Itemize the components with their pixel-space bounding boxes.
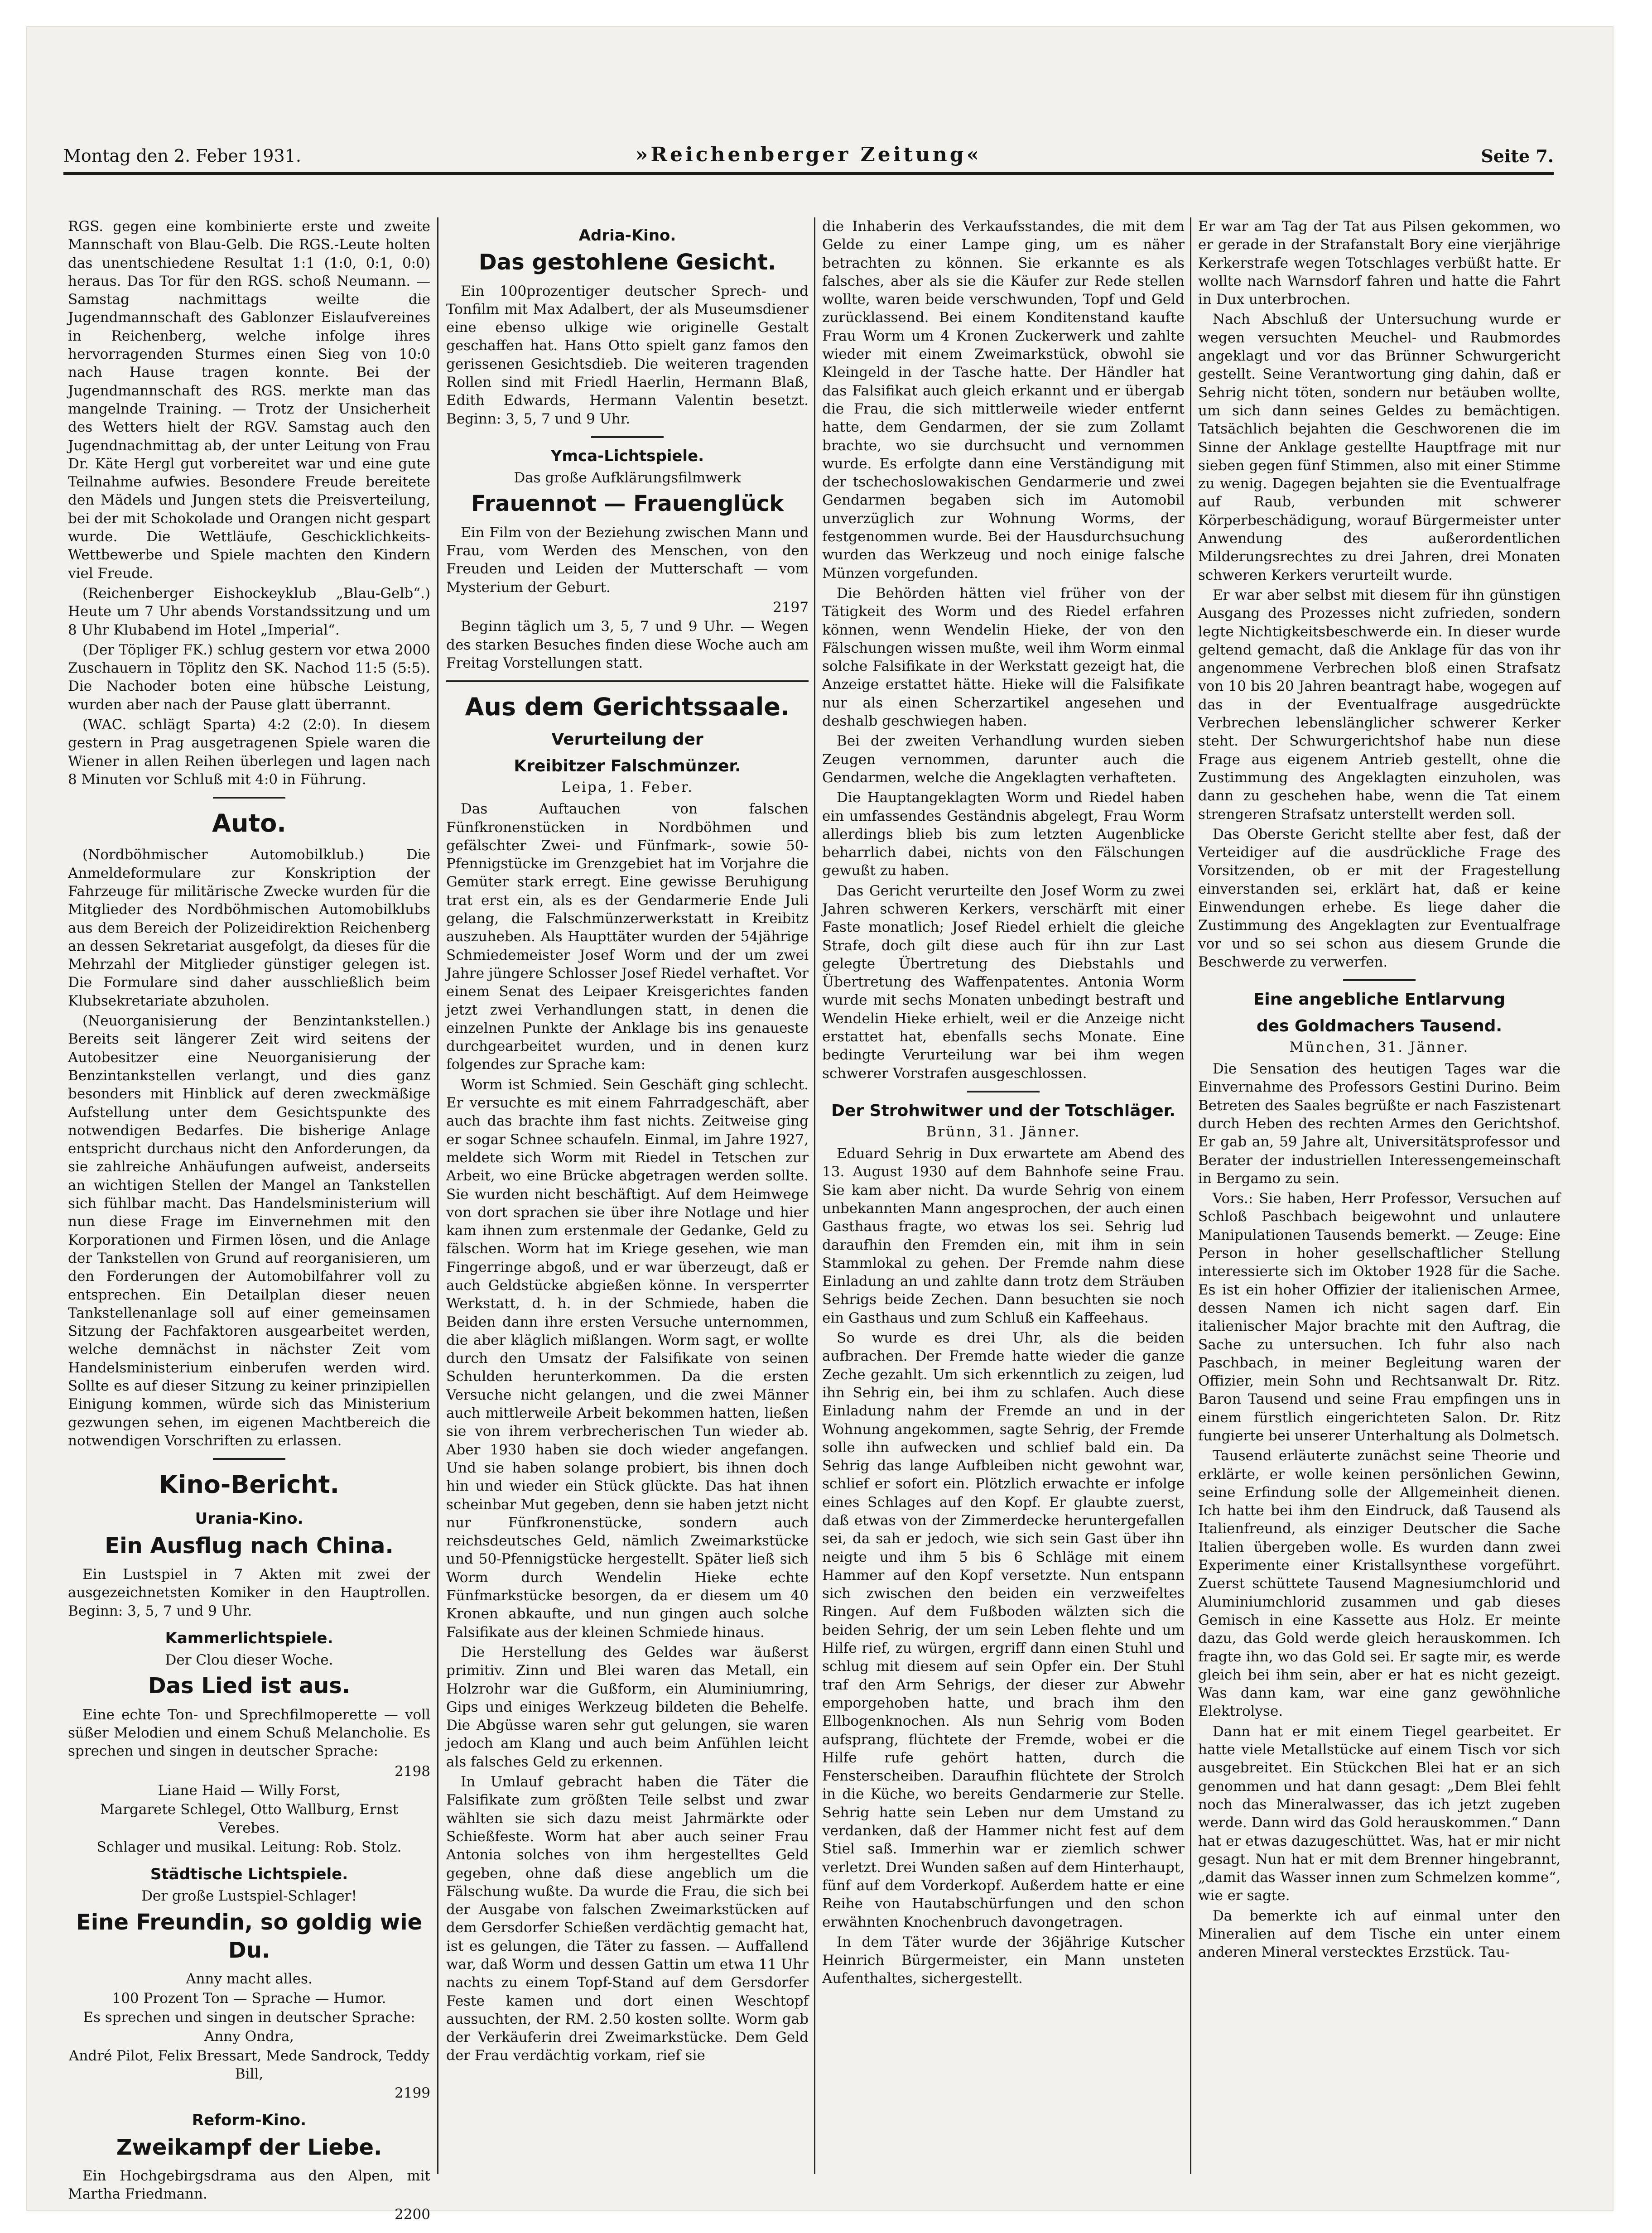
section-divider xyxy=(967,1091,1040,1092)
sport-paragraph: RGS. gegen eine kombinierte erste und zweite Mannschaft von Blau-Gelb. Die RGS.-Leute holten das unentschiedene Resultat 1:1 (1:0, 0:1, 0:0) heraus. Das Tor für den RGS. schoß Neumann. — Samstag nachmittags weilte die Jugendmannschaft des Gablonzer Eislaufvereines in Reichenberg, welche infolge ihres hervorragenden Sturmes einen Sieg von 10:0 nach Hause tragen konnte. Bei der Jugendmannschaft des RGS. merkte man das mangelnde Training. — Trotz der Unsicherheit des Wetters hielt der RGV. Samstag auch den Jugendnachmittag ab, der unter Leitung von Frau Dr. Käte Hergl gut vorbereitet war und eine gute Teilnahme aufwies. Besondere Freude bereitete den Mädels und Jungen stets die Preisverteilung, bei der mit Schokolade und Orangen nicht gespart wurde. Die Wettläufe, Geschicklichkeits-Wettbewerbe und Spiele machten den Kindern viel Freude. xyxy=(68,218,430,582)
film-title: Ein Ausflug nach China. xyxy=(105,1533,394,1559)
article-paragraph: In Umlauf gebracht haben die Täter die Falsifikate zum größten Teile selbst und zwar wählten sie sich dazu meist Jahrmärkte oder Schießfeste. Worm hat aber auch seiner Frau Antonia solches von ihm hergestelltes Geld gegeben, ohne daß diese angeblich um die Fälschung wußte. Da wurde die Frau, die sich bei der Ausgabe von falschen Zweimarkstücken auf dem Gersdorfer Schießen verdächtig gemacht hat, ist es gelungen, die Täter zu fassen. — Auffallend war, daß Worm und dessen Gattin um etwa 11 Uhr nachts zu einem Topf-Stand auf dem Gersdorfer Feste kamen und dort einen Weschtopf aussuchten, der RM. 2.50 kosten sollte. Worm gab der Verkäuferin drei Zweimarkstücke. Dem Geld der Frau verdächtig vorkam, rief sie xyxy=(446,1774,809,2064)
article-dateline: Brünn, 31. Jänner. xyxy=(926,1123,1081,1140)
article-paragraph: Das Auftauchen von falschen Fünfkronenstücken in Nordböhmen und gefälschter Zwei- und Fünfmark-, sowie 50-Pfennigstücke im Grenzgebiet hat im Vorjahre die Gemüter stark erregt. Eine gewisse Beruhigung trat erst ein, als es der Gendarmerie Ende Juli gelang, die Falschmünzerwerkstatt in Kreibitz auszuheben. Als Haupttäter wurden der 54jährige Schmiedemeister Josef Worm und der um zwei Jahre jüngere Schlosser Josef Riedel verhaftet. Vor einem Senat des Leipaer Kreisgerichtes fanden jetzt zwei Verhandlungen statt, in denen die einzelnen Punkte der Anklage bis ins genaueste durchgearbeitet wurden, und in denen kurz folgendes zur Sprache kam: xyxy=(446,801,809,1073)
column-3 xyxy=(822,217,1185,2174)
film-title: Eine Freundin, so goldig wie Du. xyxy=(76,1909,423,1963)
cinema-name: Adria-Kino. xyxy=(578,226,676,245)
film-kicker: Das große Aufklärungsfilmwerk xyxy=(514,470,741,486)
section-divider xyxy=(213,797,285,799)
ad-number: 2200 xyxy=(395,2206,430,2223)
film-description: Eine echte Ton- und Sprechfilmoperette — voll süßer Melodien und einem Schuß Melancholie. Es sprechen und singen in deutscher Sprache: xyxy=(68,1706,430,1760)
column-rule xyxy=(814,217,815,2174)
article-paragraph: Da bemerkte ich auf einmal unter den Mineralien auf dem Tische ein unter einem anderen Mineral verstecktes Erzstück. Tau- xyxy=(1198,1907,1560,1961)
page-number: Seite 7. xyxy=(1481,146,1554,166)
sport-notice: (Der Töpliger FK.) schlug gestern vor etwa 2000 Zuschauern in Töplitz den SK. Nachod 11:5 (5:5). Die Nachoder boten eine hübsche Leistung, wurden aber nach der Pause glatt überrannt. xyxy=(68,641,430,713)
cinema-name: Kammerlichtspiele. xyxy=(165,1629,333,1647)
newspaper-page xyxy=(27,27,1613,2223)
article-paragraph: Die Herstellung des Geldes war äußerst primitiv. Zinn und Blei waren das Metall, ein Holzrohr war die Gußform, ein Aluminiumring, Gips und einiges Werkzeug bildeten die Behelfe. Die Abgüsse waren sehr gut gelungen, sie waren jedoch am Klang und auch beim Anfühlen leicht als falsches Geld zu erkennen. xyxy=(446,1644,809,1770)
article-paragraph: In dem Täter wurde der 36jährige Kutscher Heinrich Bürgermeister, ein Mann unsteten Aufenthaltes, sichergestellt. xyxy=(822,1934,1185,1987)
section-rule xyxy=(446,680,809,682)
section-heading-court: Aus dem Gerichtssaale. xyxy=(465,693,790,722)
film-line: Anny Ondra, xyxy=(204,2028,294,2045)
section-heading-kino: Kino-Bericht. xyxy=(159,1470,339,1499)
article-paragraph: Er war aber selbst mit diesem für ihn günstigen Ausgang des Prozesses nicht zufrieden, sondern legte Nichtigkeitsbeschwerde ein. In dieser wurde geltend gemacht, daß die Anklage für das von ihr angenommene Verbrechen bloß einen Strafsatz von 10 bis 20 Jahren beantragt habe, wogegen auf das in der Eventualfrage ausgedrückte Verbrechen lebenslänglicher schwerer Kerker steht. Der Schwurgerichtshof habe nun diese Frage aus eigenem Antrieb gestellt, ohne die Zustimmung des Angeklagten einzuholen, was dann zu geschehen habe, wenn die Tat einem strengeren Strafsatz unterstellt werden soll. xyxy=(1198,587,1560,823)
film-description: Ein Film von der Beziehung zwischen Mann und Frau, vom Werden des Menschen, von den Freuden und Leiden der Mutterschaft — vom Mysterium der Geburt. xyxy=(446,524,809,596)
auto-notice: (Neuorganisierung der Benzintankstellen.) Bereits seit längerer Zeit wird seitens der Autobesitzer eine Neuorganisierung der Benzintankstellen verlangt, und dies ganz besonders mit Hinblick auf deren zweckmäßige Aufstellung unter dem Gesichtspunkte des notwendigen Bedarfes. Die bisherige Anlage entspricht durchaus nicht den Anforderungen, da sie zahlreiche Anhäufungen aufweist, anderseits an wichtigen Stellen der Mangel an Tankstellen sich fühlbar macht. Das Handelsministerium will nun diese Frage im Einvernehmen mit den Korporationen und Firmen lösen, und die Anlage der Tankstellen von Grund auf reorganisieren, um den Forderungen der Automobilfahrer voll zu entsprechen. Ein Detailplan dieser neuen Tankstellenanlage soll auf einer gemeinsamen Sitzung der Fachfaktoren ausgearbeitet werden, welche demnächst in nächster Zeit vom Handelsministerium einberufen werden wird. Sollte es auf dieser Sitzung zu keiner prinzipiellen Einigung kommen, würde sich das Ministerium gezwungen sehen, im eigenen Machtbereich die notwendigen Vorschriften zu erlassen. xyxy=(68,1013,430,1449)
article-paragraph: Worm ist Schmied. Sein Geschäft ging schlecht. Er versuchte es mit einem Fahrradgeschäft, aber auch das brachte ihm fast nichts. Zeitweise ging er sogar Schnee schaufeln. Einmal, im Jahre 1927, meldete sich Worm mit Riedel in Tetschen zur Arbeit, wo eine Brücke abgetragen werden sollte. Sie wurden nicht beschäftigt. Auf dem Heimwege von dort sprachen sie über ihre Notlage und hier kam ihnen zum erstenmale der Gedanke, Geld zu fälschen. Worm hat im Kriege gesehen, wie man Fingerringe abgoß, und er war überzeugt, daß er auch Geldstücke abgießen könne. In versperrter Werkstatt, d. h. in der Schmiede, haben die Beiden dann ihre ersten Versuche unternommen, die aber kläglich mißlangen. Worm sagt, er wollte durch den Umsatz der Falsifikate von seinen Schulden herunterkommen. Da die ersten Versuche nicht gelangen, und die zwei Männer auch mittlerweile Arbeit bekommen hatten, ließen sie von ihrem verbrecherischen Tun wieder ab. Aber 1930 haben sie doch wieder angefangen. Und sie haben solange probiert, bis ihnen doch hin und wieder ein Stück glückte. Das hat ihnen scheinbar Mut gegeben, denn sie haben jetzt nicht nur Fünfkronenstücke, sondern auch reichsdeutsches Geld, nämlich Zweimarkstücke und 50-Pfennigstücke hergestellt. Später ließ sich Worm durch Wendelin Hieke echte Fünfmarkstücke besorgen, da er diesem um 40 Kronen abkaufte, und nun gingen auch solche Falsifikate aus der kleinen Schmiede hinaus. xyxy=(446,1076,809,1641)
film-line: 100 Prozent Ton — Sprache — Humor. xyxy=(112,1990,386,2007)
section-divider xyxy=(213,1458,285,1460)
film-kicker: Der Clou dieser Woche. xyxy=(165,1652,333,1669)
article-paragraph: Das Gericht verurteilte den Josef Worm zu zwei Jahren schweren Kerkers, verschärft mit einer Faste monatlich; Josef Riedel erhielt die gleiche Strafe, doch gilt diese auch für ihn zur Last gelegte Übertretung des Diebstahls und Übertretung des Waffenpatentes. Antonia Worm wurde mit sechs Monaten unbedingt bestraft und Wendelin Hieke erhielt, weil er die Anzeige nicht erstattet hat, ebenfalls sechs Monate. Eine bedingte Verurteilung war bei ihm wegen schwerer Vorstrafen ausgeschlossen. xyxy=(822,882,1185,1082)
auto-notice: (Nordböhmischer Automobilklub.) Die Anmeldeformulare zur Konskription der Fahrzeuge für militärische Zwecke wurden für die Mitglieder des Nordböhmischen Automobilklubs aus dem Bereich der Polizeidirektion Reichenberg an dessen Sekretariat ausgefolgt, da dieses für die Mehrzahl der Mitglieder günstiger gelegen ist. Die Formulare sind daher ausschließlich beim Klubsekretariate abzuholen. xyxy=(68,847,430,1009)
section-divider xyxy=(1343,979,1416,981)
film-title: Das Lied ist aus. xyxy=(148,1673,351,1699)
cinema-name: Ymca-Lichtspiele. xyxy=(550,447,704,465)
column-rule xyxy=(437,217,438,2174)
article-paragraph: Bei der zweiten Verhandlung wurden sieben Zeugen vernommen, darunter auch die Gendarmen, welche die Angeklagten verhafteten. xyxy=(822,733,1185,786)
article-paragraph: Vors.: Sie haben, Herr Professor, Versuchen auf Schloß Paschbach beigewohnt und unlautere Manipulationen Tausends bemerkt. — Zeuge: Eine Person in hoher gesellschaftlicher Stellung interessierte sich im Oktober 1928 für die Sache. Es ist ein hoher Offizier der italienischen Armee, dessen Namen ich nicht sagen darf. Ein italienischer Major brachte mit den Auftrag, die Sache zu untersuchen. Ich fuhr also nach Paschbach, in meiner Begleitung waren der Offizier, mein Sohn und Rechtsanwalt Dr. Ritz. Baron Tausend und seine Frau empfingen uns in einem fürstlich eingerichteten Salon. Dr. Ritz fungierte bei unserer Unterhaltung als Dolmetsch. xyxy=(1198,1190,1560,1444)
article-paragraph: Eduard Sehrig in Dux erwartete am Abend des 13. August 1930 auf dem Bahnhofe seine Frau. Sie kam aber nicht. Da wurde Sehrig von einem unbekannten Mann angesprochen, der auch einen Gasthaus fragte, wo etwas los sei. Sehrig lud daraufhin den Fremden ein, mit ihm in sein Stammlokal zu gehen. Der Fremde nahm diese Einladung an und zahlte dann trotz dem Sträuben Sehrigs beide Zechen. Dann besuchten sie noch ein Gasthaus und zum Schluß ein Kaffeehaus. xyxy=(822,1145,1185,1326)
film-title: Zweikampf der Liebe. xyxy=(116,2134,382,2160)
newspaper-title: »Reichenberger Zeitung« xyxy=(635,143,982,166)
issue-date: Montag den 2. Feber 1931. xyxy=(63,146,301,166)
article-paragraph: Tausend erläuterte zunächst seine Theorie und erklärte, er wolle keinen persönlichen Gewinn, seine Erfindung solle der Allgemeinheit dienen. Ich hatte bei ihm den Eindruck, daß Tausend als Italienfreund, als einziger Deutscher die Sache Italien übergeben wolle. Es wurden dann zwei Experimente einer Kristallsynthese vorgeführt. Zuerst schüttete Tausend Magnesiumchlorid und Aluminiumchlorid zusammen und gab dieses Gemisch in eine Kassette aus Holz. Er meinte dazu, das Gold werde gleich herauskommen. Ich fragte ihn, wo das Gold sei. Er sagte mir, es werde gleich bei ihm sein, aber er hat es nicht gezeigt. Was dann kam, war eine ganz gewöhnliche Elektrolyse. xyxy=(1198,1448,1560,1720)
film-cast: Liane Haid — Willy Forst, xyxy=(158,1782,341,1799)
cinema-name: Städtische Lichtspiele. xyxy=(150,1865,348,1884)
column-rule xyxy=(1190,217,1191,2174)
article-paragraph: Die Behörden hätten viel früher von der Tätigkeit des Worm und des Riedel erfahren können, wenn Wendelin Hieke, der von den Fälschungen wissen mußte, weil ihm Worm einmal solche Falsifikate in der Werkstatt gezeigt hat, die Anzeige erstattet hätte. Hieke will die Falsifikate nur als einen Scherzartikel angesehen und deshalb geschwiegen haben. xyxy=(822,585,1185,730)
article-paragraph: Die Sensation des heutigen Tages war die Einvernahme des Professors Gestini Durino. Beim Betreten des Saales begrüßte er nach Faszistenart durch Heben des rechten Armes den Gerichtshof. Er gab an, 59 Jahre alt, Universitätsprofessor und Berater der industriellen Interessengemeinschaft in Bergamo zu sein. xyxy=(1198,1061,1560,1187)
column-2 xyxy=(446,217,809,2174)
article-dateline: Leipa, 1. Feber. xyxy=(561,779,694,795)
section-heading-auto: Auto. xyxy=(212,809,286,838)
article-paragraph: die Inhaberin des Verkaufsstandes, die mit dem Gelde zu einer Lampe ging, um es näher betrachten zu können. Sie erkannte es als falsches, aber als sie die Käufer zur Rede stellen wollte, waren beide verschwunden, Topf und Geld zurücklassend. Bei einem Konditenstand kaufte Frau Worm um 4 Kronen Zuckerwerk und zahlte wieder mit einem Zweimarkstück, obwohl sie Kleingeld in der Tasche hatte. Der Händler hat das Falsifikat auch gleich erkannt und er übergab die Frau, die sich mittlerweile wieder entfernt hatte, dem Gendarmen, der sie zum Zollamt brachte, wo sie durchsucht und vernommen wurde. Es erfolgte dann eine Verständigung mit der tschechoslowakischen Gendarmerie und zwei Gendarmen begaben sich im Automobil unverzüglich zur Wohnung Worms, der festgenommen wurde. Bei der Hausdurchsuchung wurden das Werkzeug und noch einige falsche Münzen vorgefunden. xyxy=(822,218,1185,582)
article-paragraph: Die Hauptangeklagten Worm und Riedel haben ein umfassendes Geständnis abgelegt, Frau Worm allerdings blieb bis zum letzten Augenblicke beharrlich dabei, nichts von den Fälschungen gewußt zu haben. xyxy=(822,789,1185,879)
column-1 xyxy=(68,217,430,2223)
article-paragraph: Das Oberste Gericht stellte aber fest, daß der Verteidiger auf die ausdrückliche Frage des Vorsitzenden, ob er mit der Fragestellung einverstanden sei, erklärt hat, daß er keine Einwendungen erhebe. Es liege daher die Zustimmung des Angeklagten zur Eventualfrage vor und so sei schon aus diesem Grunde die Beschwerde zu verwerfen. xyxy=(1198,826,1560,970)
film-title: Frauennot — Frauenglück xyxy=(471,491,784,517)
film-title: Das gestohlene Gesicht. xyxy=(478,250,776,275)
film-cast: Margarete Schlegel, Otto Wallburg, Ernst Verebes. xyxy=(100,1801,399,1836)
film-line: Anny macht alles. xyxy=(186,1971,313,1988)
article-paragraph: Dann hat er mit einem Tiegel gearbeitet. Er hatte viele Metallstücke auf einem Tisch vor sich ausgebreitet. Ein Stückchen Blei hat er an sich genommen und hat dann gesagt: „Dem Blei fehlt noch das Mineralwasser, das ich jetzt zugeben werde. Dann wird das Gold herauskommen.“ Dann hat er etwas dazugeschüttet. Was, hat er mir nicht gesagt. Nun hat er mit dem Brenner hingebrannt, „damit das Wasser innen zum Schmelzen komme“, wie er sagte. xyxy=(1198,1723,1560,1904)
article-title: Eine angebliche Entlarvung xyxy=(1253,990,1506,1009)
cinema-name: Reform-Kino. xyxy=(192,2111,307,2130)
cinema-name: Urania-Kino. xyxy=(195,1510,303,1528)
article-paragraph: Er war am Tag der Tat aus Pilsen gekommen, wo er gerade in der Strafanstalt Bory eine vierjährige Kerkerstrafe wegen Totschlages verbüßt hatte. Er wollte nach Warnsdorf fahren und hatte die Fahrt in Dux unterbrochen. xyxy=(1198,218,1560,308)
ad-number: 2198 xyxy=(395,1763,430,1780)
film-line: Es sprechen und singen in deutscher Sprache: xyxy=(83,2009,415,2026)
film-description: Ein Lustspiel in 7 Akten mit zwei der ausgezeichnetsten Komiker in den Hauptrollen. Beginn: 3, 5, 7 und 9 Uhr. xyxy=(68,1566,430,1619)
film-schedule: Beginn täglich um 3, 5, 7 und 9 Uhr. — Wegen des starken Besuches finden diese Woche auch am Freitag Vorstellungen statt. xyxy=(446,618,809,671)
film-credits: Schlager und musikal. Leitung: Rob. Stolz. xyxy=(96,1838,402,1855)
ad-number: 2197 xyxy=(773,599,809,616)
film-description: Ein Hochgebirgsdrama aus den Alpen, mit Martha Friedmann. xyxy=(68,2168,430,2203)
article-paragraph: Nach Abschluß der Untersuchung wurde er wegen versuchten Meuchel- und Raubmordes angeklagt und vor das Brünner Schwurgericht gestellt. Seine Verantwortung ging dahin, daß er Sehrig nicht töten, sondern nur betäuben wollte, um sich dann seines Geldes zu bemächtigen. Tatsächlich bejahten die Geschworenen die im Sinne der Anklage gestellte Hauptfrage mit nur sieben gegen fünf Stimmen, also mit einer Stimme zu wenig. Dagegen bejahten sie die Eventualfrage auf Raub, verbunden mit schwerer Körperbeschädigung, worauf Bürgermeister unter Anwendung des außerordentlichen Milderungsrechtes zu drei Jahren, drei Monaten schweren Kerkers verurteilt wurde. xyxy=(1198,311,1560,583)
column-4 xyxy=(1198,217,1560,2174)
article-title: Verurteilung der xyxy=(551,730,703,749)
article-paragraph: So wurde es drei Uhr, als die beiden aufbrachen. Der Fremde hatte wieder die ganze Zeche gezahlt. Um sich erkenntlich zu zeigen, lud ihn Sehrig ein, bei ihm zu schlafen. Auch diese Einladung nahm der Fremde an und in der Wohnung angekommen, sagte Sehrig, der Fremde solle ihn aufwecken und schlief bald ein. Da Sehrig das lange Aufbleiben nicht gewohnt war, schlief er sofort ein. Plötzlich erwachte er infolge eines Schlages auf den Kopf. Er glaubte zuerst, daß etwas von der Zimmerdecke heruntergefallen sei, da sah er jedoch, wie sich sein Gast über ihn neigte und ihm 5 bis 6 Schläge mit einem Hammer auf den Kopf versetzte. Nun entspann sich zwischen den beiden ein verzweifeltes Ringen. Auf dem Fußboden wälzten sich die beiden Sehrig, der um sein Leben flehte und um Hilfe rief, zu würgen, ergriff dann einen Stuhl und schlug mit diesem auf sein Opfer ein. Der Stuhl traf den Arm Sehrigs, der dieser zur Abwehr emporgehoben hatte, und brach ihm den Ellbogenknochen. Als nun Sehrig vom Boden aufsprang, flüchtete der Fremde, wobei er die Hilfe rufe gehört hatten, durch die Fensterscheiben. Daraufhin flüchtete der Strolch in die Küche, wo bereits Gendarmerie zur Stelle. Sehrig hatte sein Leben nur dem Umstand zu verdanken, daß der Hammer nicht fest auf dem Stiel saß. Immerhin war er ziemlich schwer verletzt. Drei Wunden saßen auf dem Hinterhaupt, fünf auf dem Vorderkopf. Außerdem hatte er eine Reihe von Hautabschürfungen und den schon erwähnten Knochenbruch davongetragen. xyxy=(822,1330,1185,1930)
film-kicker: Der große Lustspiel-Schlager! xyxy=(141,1888,357,1905)
ad-number: 2199 xyxy=(395,2085,430,2102)
article-title: Der Strohwitwer und der Totschläger. xyxy=(831,1101,1175,1120)
film-cast: André Pilot, Felix Bressart, Mede Sandrock, Teddy Bill, xyxy=(68,2047,430,2082)
article-title: Kreibitzer Falschmünzer. xyxy=(514,757,741,776)
running-head xyxy=(63,140,1554,175)
section-divider xyxy=(591,436,664,438)
sport-notice: (Reichenberger Eishockeyklub „Blau-Gelb“.) Heute um 7 Uhr abends Vorstandssitzung und um 8 Uhr Klubabend im Hotel „Imperial“. xyxy=(68,585,430,638)
article-title: des Goldmachers Tausend. xyxy=(1256,1016,1503,1035)
sport-notice: (WAC. schlägt Sparta) 4:2 (2:0). In diesem gestern in Prag ausgetragenen Spiele waren die Wiener in allen Reihen überlegen und lagen nach 8 Minuten vor Schluß mit 4:0 in Führung. xyxy=(68,717,430,788)
film-description: Ein 100prozentiger deutscher Sprech- und Tonfilm mit Max Adalbert, der als Museumsdiener eine ebenso ulkige wie originelle Gestalt geschaffen hat. Hans Otto spielt ganz famos den gerissenen Gesichtsdieb. Die weiteren tragenden Rollen sind mit Friedl Haerlin, Hermann Blaß, Edith Edwards, Hermann Valentin besetzt. Beginn: 3, 5, 7 und 9 Uhr. xyxy=(446,283,809,427)
article-dateline: München, 31. Jänner. xyxy=(1289,1039,1469,1055)
